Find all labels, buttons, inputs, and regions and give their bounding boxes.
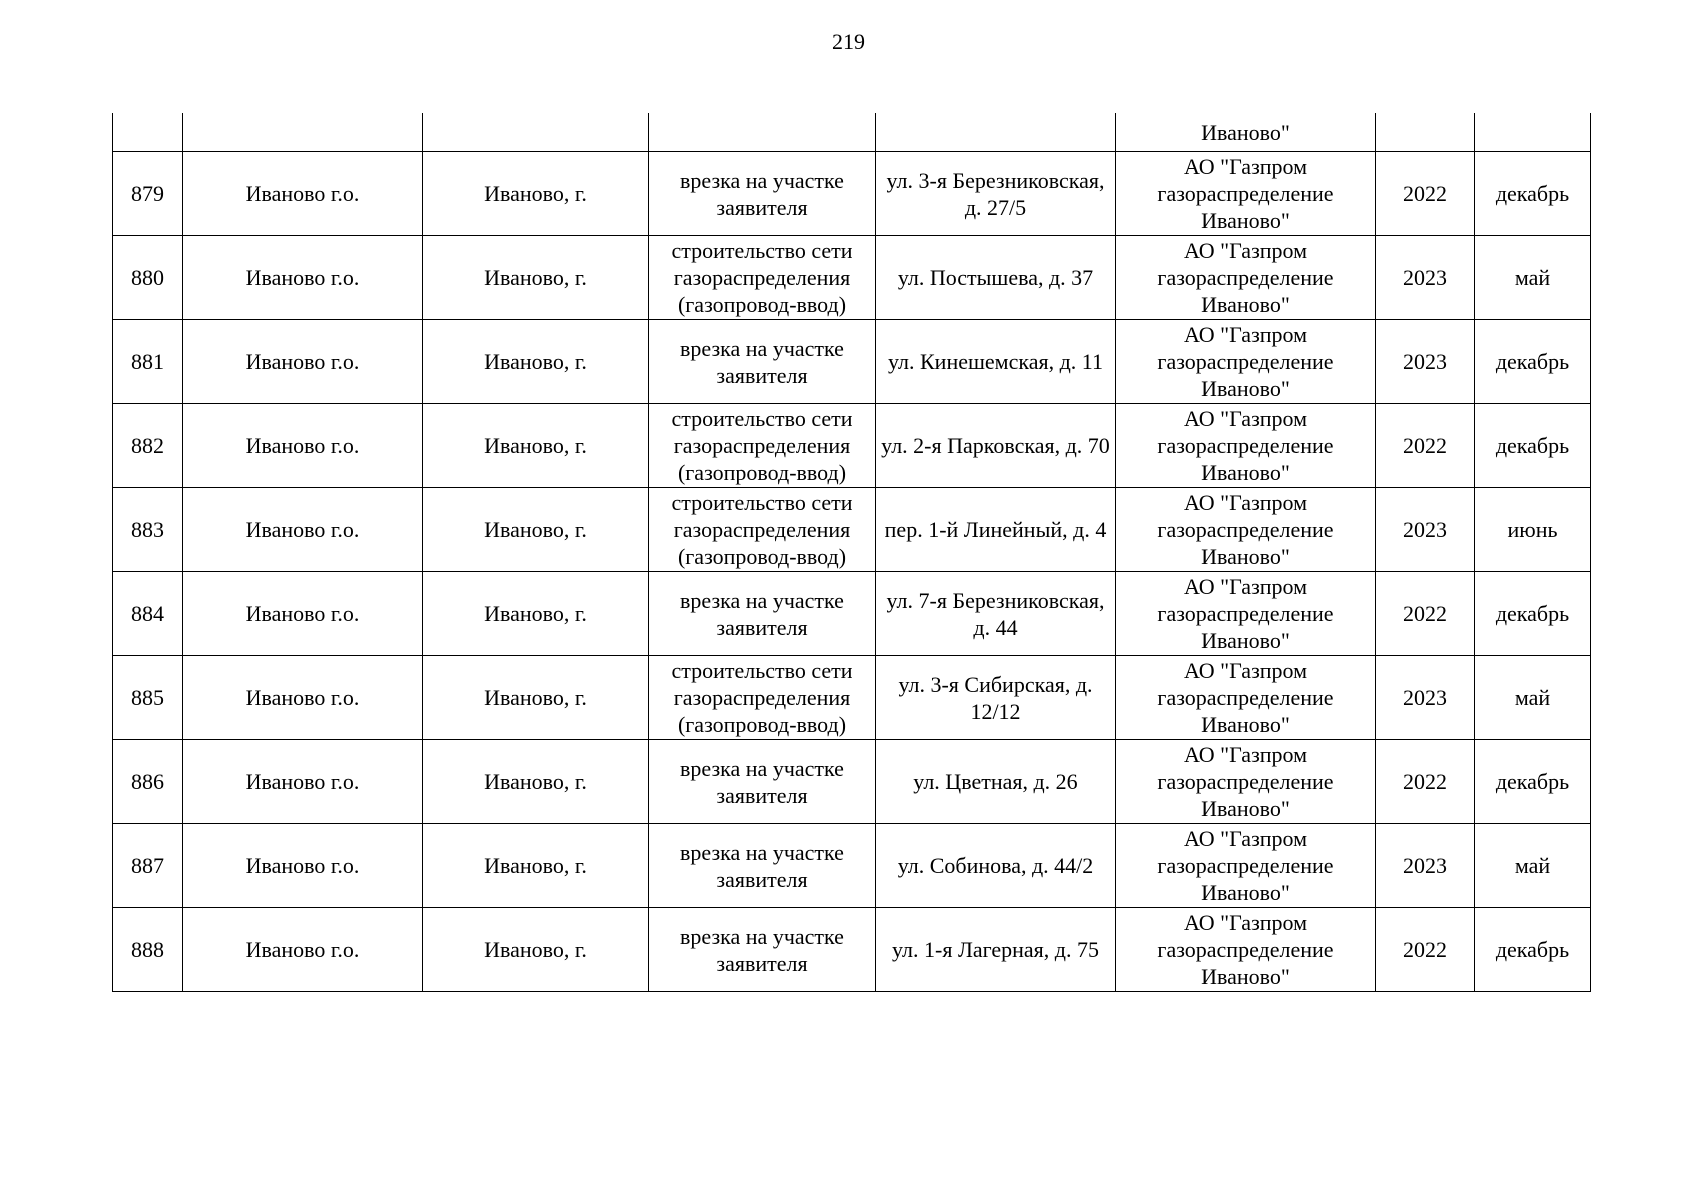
cell-organization: Иваново" [1116, 113, 1376, 152]
cell-num: 880 [113, 236, 183, 320]
page-number: 219 [832, 29, 865, 54]
cell-municipality: Иваново г.о. [183, 740, 423, 824]
cell-address: ул. 3-я Березниковская, д. 27/5 [876, 152, 1116, 236]
cell-work-type: строительство сети газораспределения (газопровод-ввод) [649, 404, 876, 488]
cell-organization: АО "Газпром газораспределение Иваново" [1116, 404, 1376, 488]
continuation-row [113, 113, 1591, 152]
cell-settlement: Иваново, г. [423, 488, 649, 572]
cell-settlement: Иваново, г. [423, 908, 649, 992]
cell-year: 2022 [1376, 572, 1475, 656]
table-row [113, 740, 1591, 824]
cell-municipality: Иваново г.о. [183, 236, 423, 320]
cell-month: декабрь [1475, 572, 1591, 656]
cell-organization: АО "Газпром газораспределение Иваново" [1116, 824, 1376, 908]
cell-work-type: врезка на участке заявителя [649, 740, 876, 824]
cell-month [1475, 113, 1591, 152]
table-row [113, 236, 1591, 320]
cell-municipality: Иваново г.о. [183, 152, 423, 236]
cell-month: декабрь [1475, 152, 1591, 236]
table-body [113, 113, 1591, 992]
cell-month: май [1475, 656, 1591, 740]
cell-organization: АО "Газпром газораспределение Иваново" [1116, 320, 1376, 404]
cell-municipality: Иваново г.о. [183, 320, 423, 404]
cell-year [1376, 113, 1475, 152]
cell-settlement: Иваново, г. [423, 152, 649, 236]
cell-settlement [423, 113, 649, 152]
cell-address: пер. 1-й Линейный, д. 4 [876, 488, 1116, 572]
cell-month: декабрь [1475, 320, 1591, 404]
cell-municipality: Иваново г.о. [183, 908, 423, 992]
cell-address: ул. Цветная, д. 26 [876, 740, 1116, 824]
cell-year: 2022 [1376, 908, 1475, 992]
cell-settlement: Иваново, г. [423, 320, 649, 404]
cell-month: декабрь [1475, 740, 1591, 824]
cell-municipality: Иваново г.о. [183, 572, 423, 656]
cell-address: ул. Собинова, д. 44/2 [876, 824, 1116, 908]
cell-settlement: Иваново, г. [423, 656, 649, 740]
table-row [113, 488, 1591, 572]
cell-num: 883 [113, 488, 183, 572]
cell-work-type: строительство сети газораспределения (газопровод-ввод) [649, 656, 876, 740]
cell-year: 2022 [1376, 740, 1475, 824]
cell-year: 2022 [1376, 404, 1475, 488]
table-row [113, 572, 1591, 656]
cell-address: ул. Кинешемская, д. 11 [876, 320, 1116, 404]
table-row [113, 404, 1591, 488]
cell-num: 881 [113, 320, 183, 404]
cell-address: ул. 2-я Парковская, д. 70 [876, 404, 1116, 488]
cell-organization: АО "Газпром газораспределение Иваново" [1116, 236, 1376, 320]
cell-work-type: строительство сети газораспределения (газопровод-ввод) [649, 236, 876, 320]
table-row [113, 152, 1591, 236]
cell-address: ул. 7-я Березниковская, д. 44 [876, 572, 1116, 656]
cell-work-type: врезка на участке заявителя [649, 824, 876, 908]
table-row [113, 320, 1591, 404]
cell-organization: АО "Газпром газораспределение Иваново" [1116, 572, 1376, 656]
cell-organization: АО "Газпром газораспределение Иваново" [1116, 740, 1376, 824]
cell-num: 882 [113, 404, 183, 488]
cell-work-type: врезка на участке заявителя [649, 908, 876, 992]
cell-settlement: Иваново, г. [423, 404, 649, 488]
cell-num [113, 113, 183, 152]
cell-month: июнь [1475, 488, 1591, 572]
table-row [113, 656, 1591, 740]
cell-year: 2023 [1376, 236, 1475, 320]
gas-connection-table [112, 113, 1591, 992]
cell-work-type: строительство сети газораспределения (газопровод-ввод) [649, 488, 876, 572]
cell-work-type: врезка на участке заявителя [649, 152, 876, 236]
cell-settlement: Иваново, г. [423, 740, 649, 824]
cell-organization: АО "Газпром газораспределение Иваново" [1116, 488, 1376, 572]
cell-num: 885 [113, 656, 183, 740]
cell-organization: АО "Газпром газораспределение Иваново" [1116, 152, 1376, 236]
cell-municipality: Иваново г.о. [183, 488, 423, 572]
cell-num: 888 [113, 908, 183, 992]
cell-settlement: Иваново, г. [423, 824, 649, 908]
cell-organization: АО "Газпром газораспределение Иваново" [1116, 908, 1376, 992]
cell-num: 887 [113, 824, 183, 908]
cell-num: 886 [113, 740, 183, 824]
cell-month: май [1475, 824, 1591, 908]
cell-year: 2023 [1376, 320, 1475, 404]
cell-month: декабрь [1475, 404, 1591, 488]
cell-address: ул. 1-я Лагерная, д. 75 [876, 908, 1116, 992]
cell-year: 2022 [1376, 152, 1475, 236]
cell-year: 2023 [1376, 656, 1475, 740]
cell-num: 884 [113, 572, 183, 656]
cell-municipality [183, 113, 423, 152]
cell-month: декабрь [1475, 908, 1591, 992]
cell-organization: АО "Газпром газораспределение Иваново" [1116, 656, 1376, 740]
cell-municipality: Иваново г.о. [183, 656, 423, 740]
cell-settlement: Иваново, г. [423, 236, 649, 320]
cell-work-type: врезка на участке заявителя [649, 320, 876, 404]
cell-work-type [649, 113, 876, 152]
cell-settlement: Иваново, г. [423, 572, 649, 656]
cell-municipality: Иваново г.о. [183, 824, 423, 908]
cell-address [876, 113, 1116, 152]
cell-address: ул. 3-я Сибирская, д. 12/12 [876, 656, 1116, 740]
table-row [113, 824, 1591, 908]
cell-work-type: врезка на участке заявителя [649, 572, 876, 656]
cell-num: 879 [113, 152, 183, 236]
cell-address: ул. Постышева, д. 37 [876, 236, 1116, 320]
cell-year: 2023 [1376, 488, 1475, 572]
cell-month: май [1475, 236, 1591, 320]
cell-year: 2023 [1376, 824, 1475, 908]
cell-municipality: Иваново г.о. [183, 404, 423, 488]
table-row [113, 908, 1591, 992]
